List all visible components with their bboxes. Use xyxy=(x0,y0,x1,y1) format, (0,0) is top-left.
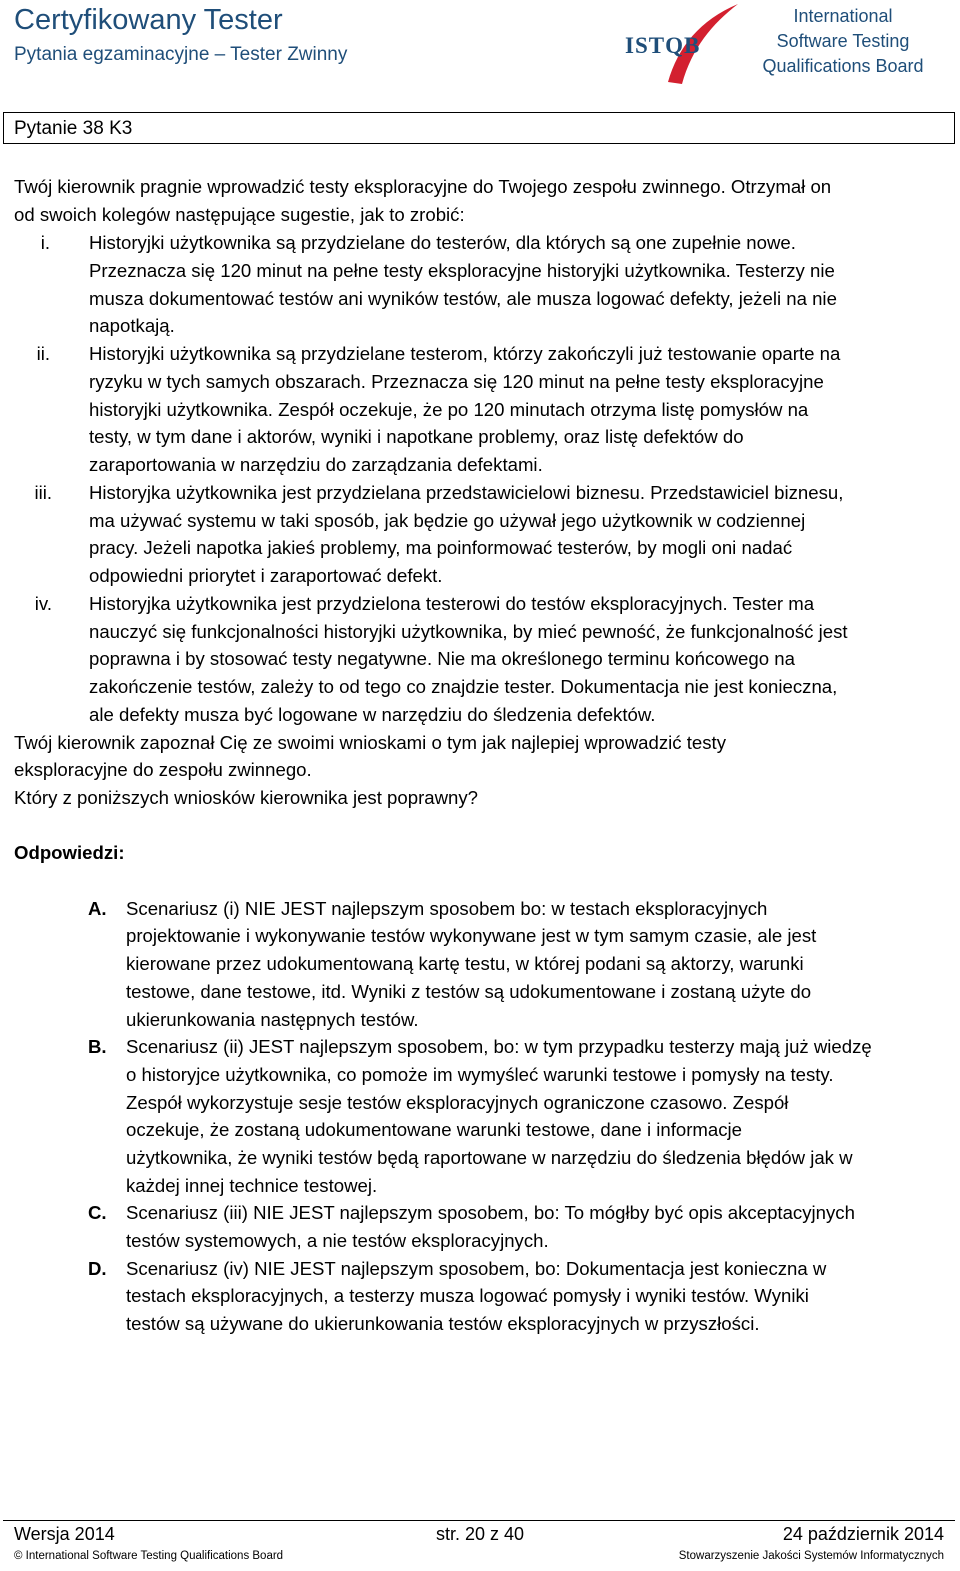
question-prompt: Który z poniższych wniosków kierownika jest poprawny? xyxy=(14,787,479,808)
org-name-line-3: Qualifications Board xyxy=(762,56,924,76)
item-line: Historyjki użytkownika są przydzielane testerom, którzy zakończyli już testowanie oparte na xyxy=(89,343,841,364)
item-line: ma używać systemu w taki sposób, jak będzie go używał jego użytkownik w codziennej xyxy=(89,510,806,531)
answer-line: ukierunkowania następnych testów. xyxy=(126,1009,419,1030)
answer-line: testów systemowych, a nie testów eksploracyjnych. xyxy=(126,1230,549,1251)
document-title: Certyfikowany Tester xyxy=(14,4,283,36)
intro-line: od swoich kolegów następujące sugestie, jak to zrobić: xyxy=(14,204,465,225)
answer-line: projektowanie i wykonywanie testów wykonywane jest w tym samym czasie, ale jest xyxy=(126,925,817,946)
answer-line: o historyjce użytkownika, co pomoże im wymyśleć warunki testowe i pomysły na testy. xyxy=(126,1064,834,1085)
item-line: ale defekty musza być logowane w narzędziu do śledzenia defektów. xyxy=(89,704,656,725)
intro-line: Twój kierownik pragnie wprowadzić testy eksploracyjne do Twojego zespołu zwinnego. Otrzymał on xyxy=(14,176,832,197)
item-line: historyjki użytkownika. Zespół oczekuje, że po 120 minutach otrzyma listę pomysłów na xyxy=(89,399,809,420)
answer-line: Scenariusz (iv) NIE JEST najlepszym sposobem, bo: Dokumentacja jest konieczna w xyxy=(126,1258,827,1279)
item-line: poprawna i by stosować testy negatywne. Nie ma określonego terminu końcowego na xyxy=(89,648,795,669)
question-heading-box xyxy=(3,112,955,144)
answer-line: testach eksploracyjnych, a testerzy musza logować pomysły i wyniki testów. Wyniki xyxy=(126,1285,809,1306)
item-line: zakończenie testów, zależy to od tego co znajdzie tester. Dokumentacja nie jest konieczna, xyxy=(89,676,838,697)
footer-rule xyxy=(3,1520,955,1521)
item-line: Historyjka użytkownika jest przydzielona testerowi do testów eksploracyjnych. Tester ma xyxy=(89,593,815,614)
item-line: zaraportowania w narzędziu do zarządzania defektami. xyxy=(89,454,543,475)
answer-line: Scenariusz (i) NIE JEST najlepszym sposobem bo: w testach eksploracyjnych xyxy=(126,898,768,919)
org-name xyxy=(740,4,946,79)
answer-line: testowe, dane testowe, itd. Wyniki z testów są udokumentowane i zostaną użyte do xyxy=(126,981,812,1002)
answer-line: użytkownika, że wyniki testów będą raportowane w narzędziu do śledzenia błędów jak w xyxy=(126,1147,853,1168)
item-line: pracy. Jeżeli napotka jakieś problemy, ma poinformować testerów, by mogli oni nadać xyxy=(89,537,793,558)
item-number: i. xyxy=(40,232,50,253)
item-line: musza dokumentować testów ani wyników testów, ale musza logować defekty, jeżeli na nie xyxy=(89,288,837,309)
answer-line: Scenariusz (ii) JEST najlepszym sposobem, bo: w tym przypadku testerzy mają już wiedzę xyxy=(126,1036,872,1057)
answer-letter: D. xyxy=(88,1258,107,1279)
footer-date: 24 październik 2014 xyxy=(782,1524,944,1544)
answer-line: Scenariusz (iii) NIE JEST najlepszym sposobem, bo: To mógłby być opis akceptacyjnych xyxy=(126,1202,855,1223)
answer-letter: C. xyxy=(88,1202,107,1223)
org-name-line-2: Software Testing xyxy=(776,31,910,51)
answer-letter: A. xyxy=(88,898,107,919)
footer-copyright: © International Software Testing Qualifications Board xyxy=(14,1550,284,1562)
answer-line: kierowane przez udokumentowaną kartę testu, w której podani są aktorzy, warunki xyxy=(126,953,804,974)
answer-line: oczekuje, że zostaną udokumentowane warunki testowe, dane i informacje xyxy=(126,1119,743,1140)
org-name-line-1: International xyxy=(793,6,893,26)
answer-line: każdej innej technice testowej. xyxy=(126,1175,378,1196)
item-line: nauczyć się funkcjonalności historyjki użytkownika, by mieć pewność, że funkcjonalność jest xyxy=(89,621,848,642)
document-subtitle: Pytania egzaminacyjne – Tester Zwinny xyxy=(14,44,348,65)
question-heading: Pytanie 38 K3 xyxy=(14,118,133,139)
footer-version: Wersja 2014 xyxy=(14,1524,115,1544)
item-number: ii. xyxy=(36,343,50,364)
item-line: ryzyku w tych samych obszarach. Przeznacza się 120 minut na pełne testy eksploracyjne xyxy=(89,371,824,392)
answer-line: testów są używane do ukierunkowania testów eksploracyjnych w przyszłości. xyxy=(126,1313,760,1334)
item-line: napotkają. xyxy=(89,315,175,336)
item-line: testy, w tym dane i aktorów, wyniki i napotkane problemy, oraz listę defektów do xyxy=(89,426,744,447)
answer-line: Zespół wykorzystuje sesje testów eksploracyjnych ograniczone czasowo. Zespół xyxy=(126,1092,789,1113)
item-number: iii. xyxy=(34,482,52,503)
footer-association: Stowarzyszenie Jakości Systemów Informatycznych xyxy=(678,1550,944,1562)
item-number: iv. xyxy=(34,593,52,614)
item-line: odpowiedni priorytet i zaraportować defekt. xyxy=(89,565,443,586)
answer-letter: B. xyxy=(88,1036,107,1057)
footer-page-number: str. 20 z 40 xyxy=(435,1524,525,1544)
item-line: Przeznacza się 120 minut na pełne testy eksploracyjne historyjki użytkownika. Testerzy nie xyxy=(89,260,835,281)
outro-line: Twój kierownik zapoznał Cię ze swoimi wnioskami o tym jak najlepiej wprowadzić testy xyxy=(14,732,726,753)
outro-line: eksploracyjne do zespołu zwinnego. xyxy=(14,759,312,780)
logo-wordmark: ISTQB xyxy=(625,33,701,58)
answers-heading: Odpowiedzi: xyxy=(14,842,125,863)
item-line: Historyjki użytkownika są przydzielane do testerów, dla których są one zupełnie nowe. xyxy=(89,232,796,253)
istqb-logo xyxy=(620,2,750,88)
item-line: Historyjka użytkownika jest przydzielana przedstawicielowi biznesu. Przedstawiciel biznesu, xyxy=(89,482,844,503)
